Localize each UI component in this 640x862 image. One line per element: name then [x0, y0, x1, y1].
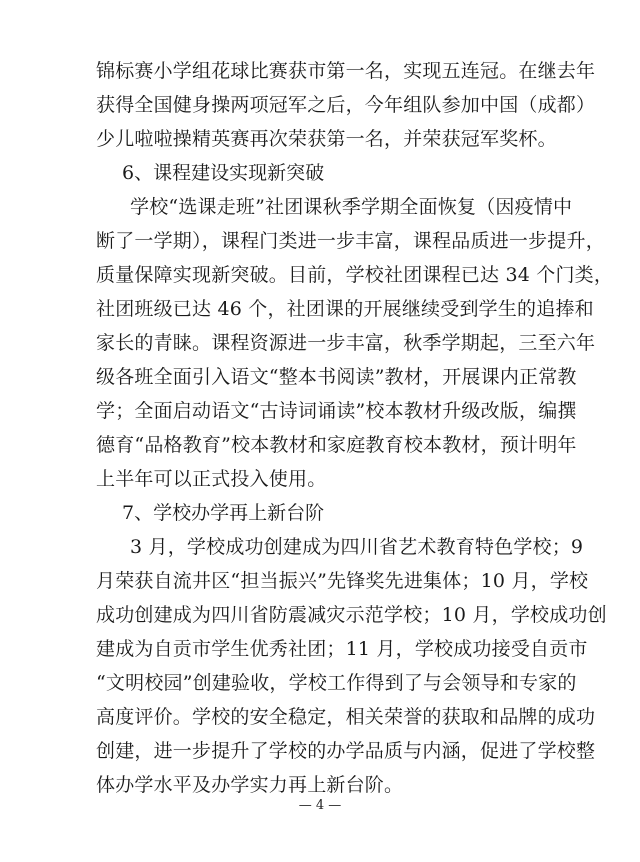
text-line: 体办学水平及办学实力再上新台阶。 [96, 774, 404, 796]
text-line: 学校“选课走班”社团课秋季学期全面恢复（因疫情中 [130, 196, 573, 218]
text-line: 上半年可以正式投入使用。 [96, 468, 327, 490]
text-line: 质量保障实现新突破。目前，学校社团课程已达 34 个门类， [96, 264, 614, 286]
text-line: 获得全国健身操两项冠军之后，今年组队参加中国（成都） [96, 94, 596, 116]
text-line: 建成为自贡市学生优秀社团；11 月，学校成功接受自贡市 [96, 638, 588, 660]
text-line: 少儿啦啦操精英赛再次荣获第一名，并荣获冠军奖杯。 [96, 128, 557, 150]
page-number: — 4 — [298, 798, 342, 813]
intro-paragraph [96, 54, 596, 156]
document-body [96, 54, 614, 802]
text-line: 级各班全面引入语文“整本书阅读”教材，开展课内正常教 [96, 366, 577, 388]
text-line: 锦标赛小学组花球比赛获市第一名，实现五连冠。在继去年 [96, 60, 596, 82]
text-line: 高度评价。学校的安全稳定，相关荣誉的获取和品牌的成功 [96, 706, 596, 728]
text-line: 学；全面启动语文“古诗词诵读”校本教材升级改版，编撰 [96, 400, 577, 422]
text-line: 社团班级已达 46 个，社团课的开展继续受到学生的追捧和 [96, 298, 594, 320]
text-line: 3 月，学校成功创建成为四川省艺术教育特色学校；9 [130, 536, 584, 558]
text-line: 成功创建成为四川省防震减灾示范学校；10 月，学校成功创 [96, 604, 607, 626]
text-line: 家长的青睐。课程资源进一步丰富，秋季学期起，三至六年 [96, 332, 596, 354]
section-7-heading: 7、学校办学再上新台阶 [122, 502, 325, 524]
section-7-paragraph [96, 530, 607, 802]
text-line: 断了一学期），课程门类进一步丰富，课程品质进一步提升， [96, 230, 605, 252]
text-line: 创建，进一步提升了学校的办学品质与内涵，促进了学校整 [96, 740, 596, 762]
text-line: 月荣获自流井区“担当振兴”先锋奖先进集体；10 月，学校 [96, 570, 589, 592]
text-line: “文明校园”创建验收，学校工作得到了与会领导和专家的 [96, 672, 577, 694]
section-6-heading: 6、课程建设实现新突破 [122, 162, 325, 184]
text-line: 德育“品格教育”校本教材和家庭教育校本教材，预计明年 [96, 434, 577, 456]
section-6-paragraph [96, 190, 614, 496]
